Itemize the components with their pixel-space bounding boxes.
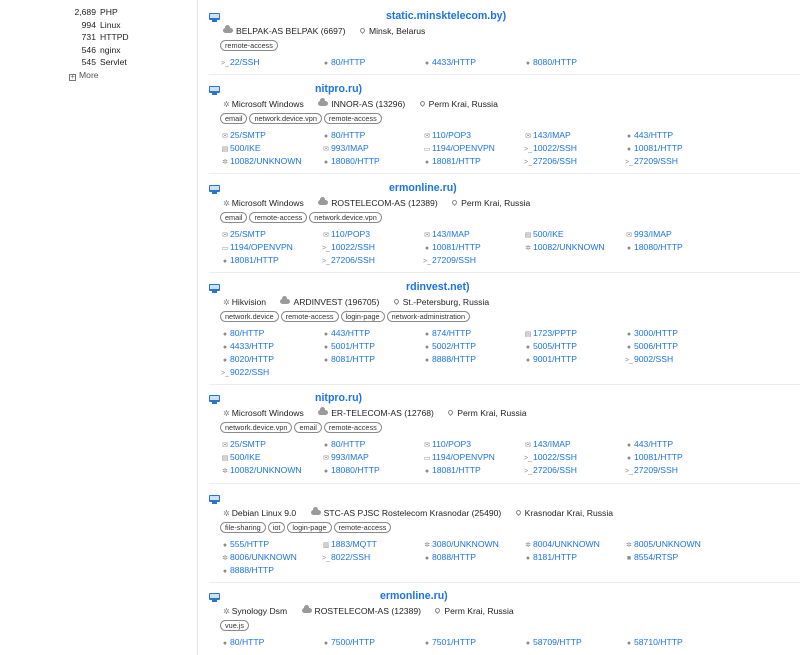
monitor-icon <box>209 495 220 504</box>
facet-item[interactable] <box>0 7 198 19</box>
tag[interactable]: remote-access <box>249 212 307 223</box>
ssh-icon: >_ <box>524 455 532 462</box>
port-link[interactable]: ✉ 993/IMAP <box>322 142 369 154</box>
cloud-icon <box>318 101 328 106</box>
globe-icon: ● <box>525 640 531 647</box>
tag-list <box>220 113 384 124</box>
port-link[interactable]: ■ 8554/RTSP <box>625 551 678 563</box>
port-link[interactable]: >_27206/SSH <box>524 155 577 167</box>
port-link[interactable]: ● 5001/HTTP <box>322 340 375 352</box>
port-link[interactable]: ● 18080/HTTP <box>322 155 380 167</box>
port-link[interactable]: ● 18080/HTTP <box>625 241 683 253</box>
location-item[interactable] <box>516 508 613 518</box>
globe-icon: ● <box>626 442 632 449</box>
port-link[interactable]: >_27209/SSH <box>625 155 678 167</box>
port-link[interactable]: ● 4433/HTTP <box>423 56 476 68</box>
location-pin-icon <box>451 199 458 206</box>
camera-icon: ■ <box>626 555 632 562</box>
host-info <box>223 26 437 37</box>
globe-icon: ● <box>323 468 329 475</box>
monitor-icon <box>209 395 220 404</box>
port-link[interactable]: ● 18080/HTTP <box>322 464 380 476</box>
port-link[interactable]: >_27209/SSH <box>423 254 476 266</box>
globe-icon: ● <box>222 568 228 575</box>
gear-icon: ✲ <box>525 542 531 549</box>
card-icon: ▤ <box>221 146 229 153</box>
facet-label[interactable]: PHP <box>100 7 118 17</box>
location-label: Minsk, Belarus <box>368 26 426 36</box>
os-item[interactable] <box>223 606 287 616</box>
gear-icon: ✲ <box>626 542 632 549</box>
ssh-icon: >_ <box>524 159 532 166</box>
divider <box>209 483 800 484</box>
port-link[interactable]: ● 3000/HTTP <box>625 327 678 339</box>
monitor-icon: ▭ <box>221 245 229 252</box>
tag[interactable]: email <box>220 212 247 223</box>
facet-count: 994 <box>81 19 96 30</box>
port-link[interactable]: ● 8020/HTTP <box>221 353 274 365</box>
globe-icon: ● <box>626 344 632 351</box>
search-results <box>199 0 800 655</box>
port-link[interactable]: ▭ 1194/OPENVPN <box>221 241 293 253</box>
os-gear-icon: ✲ <box>223 298 230 307</box>
globe-icon: ● <box>525 357 531 364</box>
location-pin-icon <box>419 100 426 107</box>
asn-item[interactable] <box>311 508 502 518</box>
tag[interactable]: network.device.vpn <box>220 422 292 433</box>
os-gear-icon: ✲ <box>223 100 230 109</box>
port-link[interactable]: ● 9001/HTTP <box>524 353 577 365</box>
port-link[interactable]: ✲ 10082/UNKNOWN <box>221 464 302 476</box>
asn-label: ARDINVEST (196705) <box>293 297 380 307</box>
mail-icon: ✉ <box>323 146 329 153</box>
monitor-icon: ▭ <box>423 455 431 462</box>
globe-icon: ● <box>424 331 430 338</box>
tag[interactable]: network.device.vpn <box>309 212 381 223</box>
tag[interactable]: network.device.vpn <box>249 113 321 124</box>
ssh-icon: >_ <box>322 245 330 252</box>
asn-item[interactable] <box>223 26 346 36</box>
location-label: Krasnodar Krai, Russia <box>524 508 614 518</box>
port-link[interactable]: ● 10081/HTTP <box>423 241 481 253</box>
plus-icon: + <box>70 74 75 81</box>
os-label: Synology Dsm <box>231 606 288 616</box>
cloud-icon <box>318 200 328 205</box>
globe-icon: ● <box>424 640 430 647</box>
port-link[interactable]: ● 10081/HTTP <box>625 142 683 154</box>
port-link[interactable]: ● 443/HTTP <box>625 129 673 141</box>
ssh-icon: >_ <box>625 357 633 364</box>
tag-list <box>220 620 251 631</box>
host-info <box>223 408 539 419</box>
asn-item[interactable] <box>318 99 405 109</box>
mail-icon: ✉ <box>424 133 430 140</box>
location-item[interactable] <box>452 198 530 208</box>
globe-icon: ● <box>424 60 430 67</box>
asn-item[interactable] <box>318 408 434 418</box>
asn-label: ER-TELECOM-AS (12768) <box>331 408 434 418</box>
globe-icon: ● <box>323 133 329 140</box>
tag-list <box>220 212 384 223</box>
os-label: Debian Linux 9.0 <box>231 508 297 518</box>
port-link[interactable]: >_27209/SSH <box>625 464 678 476</box>
host-info <box>223 606 526 617</box>
port-link[interactable]: ▤ 1723/PPTP <box>524 327 577 339</box>
port-link[interactable]: ✲ 8005/UNKNOWN <box>625 538 701 550</box>
mail-icon: ✉ <box>626 232 632 239</box>
facet-count: 545 <box>81 57 96 67</box>
host-info <box>223 99 510 110</box>
facet-item[interactable] <box>0 20 198 32</box>
location-label: Perm Krai, Russia <box>457 408 527 418</box>
port-link[interactable]: ● 443/HTTP <box>322 327 370 339</box>
gear-icon: ✲ <box>222 159 228 166</box>
ssh-icon: >_ <box>625 159 633 166</box>
globe-icon: ● <box>222 331 228 338</box>
globe-icon: ● <box>626 455 632 462</box>
tag[interactable]: remote-access <box>220 40 278 51</box>
os-label: Microsoft Windows <box>231 408 304 418</box>
tag-list <box>220 311 472 322</box>
port-link[interactable]: ✲ 10082/UNKNOWN <box>221 155 302 167</box>
location-item[interactable] <box>360 26 425 36</box>
port-link[interactable]: >_27206/SSH <box>322 254 375 266</box>
globe-icon: ● <box>323 442 329 449</box>
card-icon: ▤ <box>524 232 532 239</box>
hostname-link[interactable]: rdinvest.net) <box>406 281 470 293</box>
location-label: Perm Krai, Russia <box>444 606 514 616</box>
monitor-icon <box>209 593 220 602</box>
port-link[interactable]: ● 80/HTTP <box>221 636 264 648</box>
port-link[interactable]: ▤ 500/IKE <box>221 451 261 463</box>
os-gear-icon: ✲ <box>223 607 230 616</box>
tag[interactable]: email <box>294 422 321 433</box>
os-item[interactable] <box>223 297 266 307</box>
tag[interactable]: remote-access <box>281 311 339 322</box>
globe-icon: ● <box>424 555 430 562</box>
cloud-icon <box>223 28 233 33</box>
port-link[interactable]: >_10022/SSH <box>524 142 577 154</box>
port-link[interactable]: ▤ 500/IKE <box>524 228 564 240</box>
port-link[interactable]: ● 7501/HTTP <box>423 636 476 648</box>
facet-label[interactable]: nginx <box>100 44 121 55</box>
ssh-icon: >_ <box>322 555 330 562</box>
location-item[interactable] <box>420 99 498 109</box>
port-link[interactable]: ● 4433/HTTP <box>221 340 274 352</box>
mail-icon: ✉ <box>424 232 430 239</box>
location-pin-icon <box>447 409 454 416</box>
globe-icon: ● <box>323 159 329 166</box>
port-link[interactable]: ✉ 143/IMAP <box>524 438 571 450</box>
port-link[interactable]: ▭ 1194/OPENVPN <box>423 451 495 463</box>
cloud-icon <box>280 299 290 304</box>
port-link[interactable]: ● 7500/HTTP <box>322 636 375 648</box>
os-label: Microsoft Windows <box>231 198 304 208</box>
port-link[interactable]: ● 18081/HTTP <box>221 254 279 266</box>
ssh-icon: >_ <box>221 60 229 67</box>
ssh-icon: >_ <box>625 468 633 475</box>
cloud-icon <box>318 410 328 415</box>
globe-icon: ● <box>323 60 329 67</box>
facet-label[interactable]: Linux <box>100 19 121 30</box>
asn-item[interactable] <box>318 198 438 208</box>
port-link[interactable]: ✲ 10082/UNKNOWN <box>524 241 605 253</box>
port-link[interactable]: ● 80/HTTP <box>322 129 365 141</box>
os-label: Hikvision <box>231 297 267 307</box>
port-link[interactable]: ● 80/HTTP <box>322 438 365 450</box>
facet-label[interactable]: Servlet <box>100 57 127 67</box>
port-link[interactable]: >_8022/SSH <box>322 551 370 563</box>
port-link[interactable]: >_9002/SSH <box>625 353 673 365</box>
port-link[interactable]: ✉ 25/SMTP <box>221 129 266 141</box>
port-link[interactable]: ✉ 993/IMAP <box>322 451 369 463</box>
port-link[interactable]: >_10022/SSH <box>524 451 577 463</box>
port-link[interactable]: ✉ 143/IMAP <box>524 129 571 141</box>
os-gear-icon: ✲ <box>223 409 230 418</box>
tag[interactable]: vue.js <box>220 620 249 631</box>
divider <box>209 384 800 385</box>
facet-count: 546 <box>81 44 96 55</box>
globe-icon: ● <box>323 640 329 647</box>
port-link[interactable]: ● 8080/HTTP <box>524 56 577 68</box>
asn-label: ROSTELECOM-AS (12389) <box>331 198 438 208</box>
location-pin-icon <box>434 607 441 614</box>
facet-item[interactable] <box>0 45 198 57</box>
globe-icon: ● <box>424 159 430 166</box>
divider <box>209 173 800 174</box>
chart-icon: ▥ <box>322 542 330 549</box>
globe-icon: ● <box>525 555 531 562</box>
ssh-icon: >_ <box>221 370 229 377</box>
gear-icon: ✲ <box>424 542 430 549</box>
os-gear-icon: ✲ <box>223 509 230 518</box>
hostname-link[interactable]: ermonline.ru) <box>389 182 457 194</box>
location-item[interactable] <box>435 606 513 616</box>
globe-icon: ● <box>626 331 632 338</box>
port-link[interactable]: >_22/SSH <box>221 56 260 68</box>
port-link[interactable]: ● 8088/HTTP <box>423 551 476 563</box>
location-label: St.-Petersburg, Russia <box>402 297 490 307</box>
globe-icon: ● <box>424 468 430 475</box>
mail-icon: ✉ <box>222 442 228 449</box>
port-link[interactable]: ✲ 8006/UNKNOWN <box>221 551 297 563</box>
port-link[interactable]: ▭ 1194/OPENVPN <box>423 142 495 154</box>
tag-list <box>220 422 384 433</box>
port-link[interactable]: ▤ 500/IKE <box>221 142 261 154</box>
tag[interactable]: login-page <box>287 522 331 533</box>
globe-icon: ● <box>424 245 430 252</box>
globe-icon: ● <box>626 245 632 252</box>
divider <box>209 272 800 273</box>
host-info <box>223 508 625 519</box>
asn-label: INNOR-AS (13296) <box>331 99 406 109</box>
globe-icon: ● <box>222 640 228 647</box>
port-link[interactable]: ✉ 110/POP3 <box>423 129 471 141</box>
port-link[interactable]: ✉ 25/SMTP <box>221 438 266 450</box>
port-link[interactable]: ● 5005/HTTP <box>524 340 577 352</box>
globe-icon: ● <box>222 357 228 364</box>
tag[interactable]: network.device <box>220 311 279 322</box>
card-icon: ▤ <box>524 331 532 338</box>
location-label: Perm Krai, Russia <box>461 198 531 208</box>
divider <box>209 74 800 75</box>
port-link[interactable]: ✉ 25/SMTP <box>221 228 266 240</box>
hostname-link[interactable]: nitpro.ru) <box>315 392 363 404</box>
hostname-link[interactable]: static.minsktelecom.by) <box>386 10 507 22</box>
os-label: Microsoft Windows <box>231 99 304 109</box>
monitor-icon <box>209 13 220 22</box>
globe-icon: ● <box>323 331 329 338</box>
port-link[interactable]: ● 555/HTTP <box>221 538 269 550</box>
globe-icon: ● <box>222 344 228 351</box>
mail-icon: ✉ <box>222 133 228 140</box>
port-link[interactable]: ● 18081/HTTP <box>423 464 481 476</box>
ssh-icon: >_ <box>423 258 431 265</box>
port-link[interactable]: ● 8888/HTTP <box>423 353 476 365</box>
port-link[interactable]: ✉ 143/IMAP <box>423 228 470 240</box>
mail-icon: ✉ <box>323 232 329 239</box>
more-label: More <box>79 70 99 80</box>
gear-icon: ✲ <box>222 555 228 562</box>
globe-icon: ● <box>323 344 329 351</box>
location-pin-icon <box>359 27 366 34</box>
host-info <box>223 297 501 308</box>
port-link[interactable]: >_9022/SSH <box>221 366 269 378</box>
globe-icon: ● <box>424 344 430 351</box>
mail-icon: ✉ <box>222 232 228 239</box>
ssh-icon: >_ <box>322 258 330 265</box>
globe-icon: ● <box>626 640 632 647</box>
port-link[interactable]: ● 18081/HTTP <box>423 155 481 167</box>
port-link[interactable]: ● 58710/HTTP <box>625 636 683 648</box>
asn-item[interactable] <box>280 297 379 307</box>
ssh-icon: >_ <box>524 468 532 475</box>
os-item[interactable] <box>223 99 304 109</box>
port-link[interactable]: ● 58709/HTTP <box>524 636 582 648</box>
location-item[interactable] <box>394 297 489 307</box>
os-gear-icon: ✲ <box>223 199 230 208</box>
port-link[interactable]: ✉ 110/POP3 <box>322 228 370 240</box>
globe-icon: ● <box>222 542 228 549</box>
hostname-link[interactable]: nitpro.ru) <box>315 83 363 95</box>
port-link[interactable]: >_10022/SSH <box>322 241 375 253</box>
port-link[interactable]: ● 80/HTTP <box>322 56 365 68</box>
mail-icon: ✉ <box>323 455 329 462</box>
mail-icon: ✉ <box>424 442 430 449</box>
port-link[interactable]: ● 5002/HTTP <box>423 340 476 352</box>
tag[interactable]: remote-access <box>324 422 382 433</box>
location-pin-icon <box>515 509 522 516</box>
port-link[interactable]: ● 10081/HTTP <box>625 451 683 463</box>
tag[interactable]: iot <box>268 522 286 533</box>
globe-icon: ● <box>626 133 632 140</box>
location-pin-icon <box>393 298 400 305</box>
gear-icon: ✲ <box>222 468 228 475</box>
facet-item[interactable] <box>0 32 198 44</box>
tag[interactable]: remote-access <box>324 113 382 124</box>
more-facets-link[interactable] <box>69 70 99 81</box>
os-item[interactable] <box>223 408 304 418</box>
facet-count: 731 <box>81 32 96 42</box>
globe-icon: ● <box>222 258 228 265</box>
tag[interactable]: network-administration <box>387 311 470 322</box>
port-link[interactable]: ● 8181/HTTP <box>524 551 577 563</box>
tag[interactable]: remote-access <box>334 522 392 533</box>
port-link[interactable]: ● 443/HTTP <box>625 438 673 450</box>
port-link[interactable]: ▥ 1883/MQTT <box>322 538 377 550</box>
globe-icon: ● <box>323 357 329 364</box>
tag-list <box>220 522 393 533</box>
facet-sidebar <box>0 0 198 655</box>
asn-label: STC-AS PJSC Rostelecom Krasnodar (25490) <box>323 508 502 518</box>
asn-item[interactable] <box>302 606 422 616</box>
os-item[interactable] <box>223 508 296 518</box>
mail-icon: ✉ <box>525 133 531 140</box>
divider <box>209 582 800 583</box>
asn-label: BELPAK-AS BELPAK (6697) <box>236 26 346 36</box>
tag[interactable]: login-page <box>341 311 385 322</box>
facet-count: 2,689 <box>74 7 96 17</box>
port-link[interactable]: ● 80/HTTP <box>221 327 264 339</box>
port-link[interactable]: ● 8081/HTTP <box>322 353 375 365</box>
cloud-icon <box>302 608 312 613</box>
globe-icon: ● <box>424 357 430 364</box>
card-icon: ▤ <box>221 455 229 462</box>
host-info <box>223 198 542 209</box>
port-link[interactable]: ● 5006/HTTP <box>625 340 678 352</box>
port-link[interactable]: ✲ 8004/UNKNOWN <box>524 538 600 550</box>
port-link[interactable]: ● 8888/HTTP <box>221 564 274 576</box>
globe-icon: ● <box>525 344 531 351</box>
location-item[interactable] <box>448 408 526 418</box>
tag-list <box>220 40 280 51</box>
port-link[interactable]: ✉ 993/IMAP <box>625 228 672 240</box>
facet-item[interactable] <box>0 57 198 69</box>
mail-icon: ✉ <box>525 442 531 449</box>
facet-label[interactable]: HTTPD <box>100 32 129 42</box>
hostname-link[interactable]: ermonline.ru) <box>380 590 448 602</box>
os-item[interactable] <box>223 198 304 208</box>
monitor-icon <box>209 86 220 95</box>
monitor-icon <box>209 284 220 293</box>
location-label: Perm Krai, Russia <box>428 99 498 109</box>
port-link[interactable]: ✉ 110/POP3 <box>423 438 471 450</box>
port-link[interactable]: >_27206/SSH <box>524 464 577 476</box>
gear-icon: ✲ <box>525 245 531 252</box>
asn-label: ROSTELECOM-AS (12389) <box>314 606 421 616</box>
port-link[interactable]: ✲ 3080/UNKNOWN <box>423 538 499 550</box>
port-link[interactable]: ● 874/HTTP <box>423 327 471 339</box>
monitor-icon <box>209 185 220 194</box>
cloud-icon <box>311 510 321 515</box>
ssh-icon: >_ <box>524 146 532 153</box>
tag[interactable]: email <box>220 113 247 124</box>
monitor-icon: ▭ <box>423 146 431 153</box>
tag[interactable]: file-sharing <box>220 522 266 533</box>
globe-icon: ● <box>626 146 632 153</box>
globe-icon: ● <box>525 60 531 67</box>
